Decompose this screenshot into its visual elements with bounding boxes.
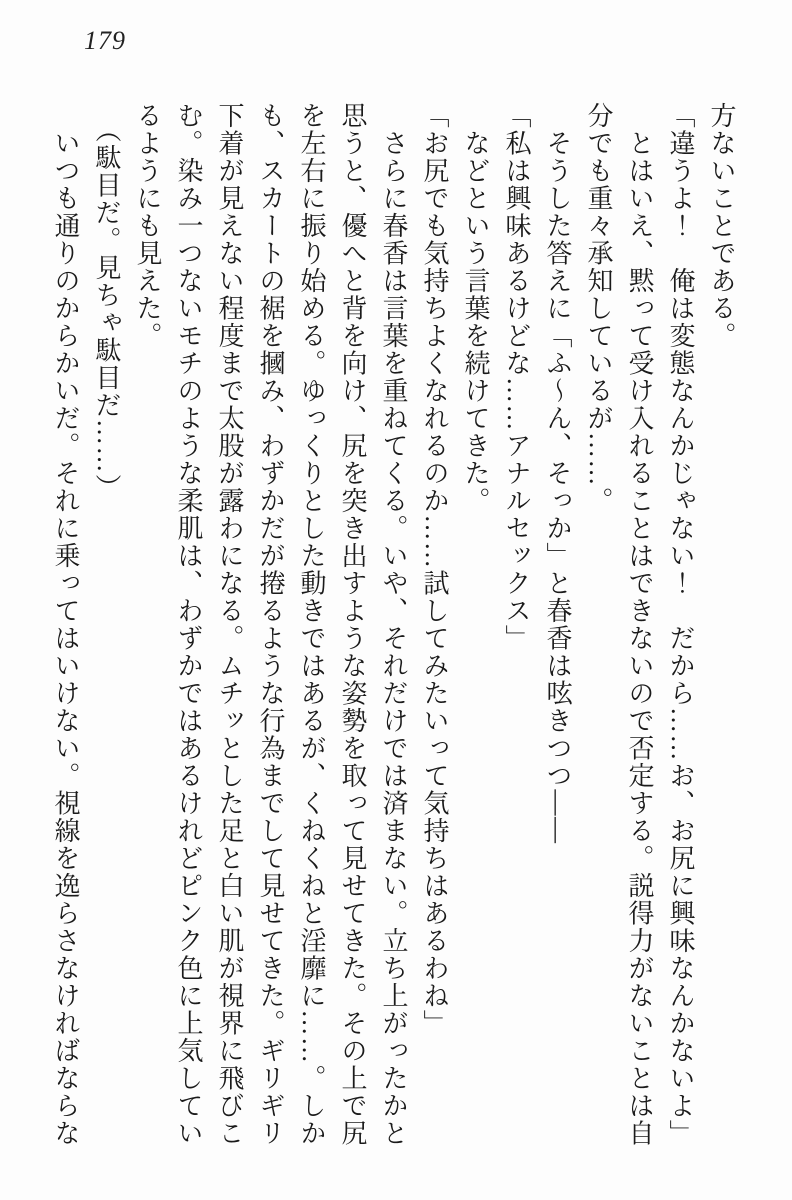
text-column-9: さらに春香は言葉を重ねてくる。いや、それだけでは済まない。立ち上がったかと (379, 102, 408, 1147)
text-column-1: 方ないことである。 (707, 102, 736, 350)
text-column-3: とはいえ、黙って受け入れることはできないので否定する。説得力がないことは自 (625, 102, 654, 1147)
text-column-10: 思うと、優へと背を向け、尻を突き出すような姿勢を取って見せてきた。その上で尻 (338, 102, 367, 1147)
text-column-6: 「私は興味あるけどな……アナルセックス」 (502, 102, 531, 652)
text-column-7: などという言葉を続けてきた。 (461, 102, 490, 515)
text-column-16: （駄目だ。見ちゃ駄目だ……） (92, 102, 121, 502)
text-column-14: む。染み一つないモチのような柔肌は、わずかではあるけれどピンク色に上気してい (174, 102, 203, 1147)
text-column-8: 「お尻でも気持ちよくなれるのか……試してみたいって気持ちはあるわね」 (420, 102, 449, 1037)
vertical-text-block (45, 102, 742, 1164)
text-column-11: を左右に振り始める。ゆっくりとした動きではあるが、くねくねと淫靡に……。しか (297, 102, 326, 1147)
text-column-4: 分でも重々承知しているが……。 (584, 102, 613, 515)
page-number: 179 (84, 26, 126, 55)
text-column-15: るようにも見えた。 (133, 102, 162, 350)
text-column-2: 「違うよ！ 俺は変態なんかじゃない！ だから……お、お尻に興味なんかないよ」 (666, 102, 695, 1147)
text-column-13: 下着が見えない程度まで太股が露わになる。ムチッとした足と白い肌が視界に飛びこ (215, 102, 244, 1147)
text-column-17: いつも通りのからかいだ。それに乗ってはいけない。視線を逸らさなければならな (51, 102, 80, 1147)
text-column-5: そうした答えに「ふ～ん、そっか」と春香は呟きつつ―― (543, 102, 572, 845)
text-column-12: も、スカートの裾を摑み、わずかだが捲るような行為までして見せてきた。ギリギリ (256, 102, 285, 1147)
